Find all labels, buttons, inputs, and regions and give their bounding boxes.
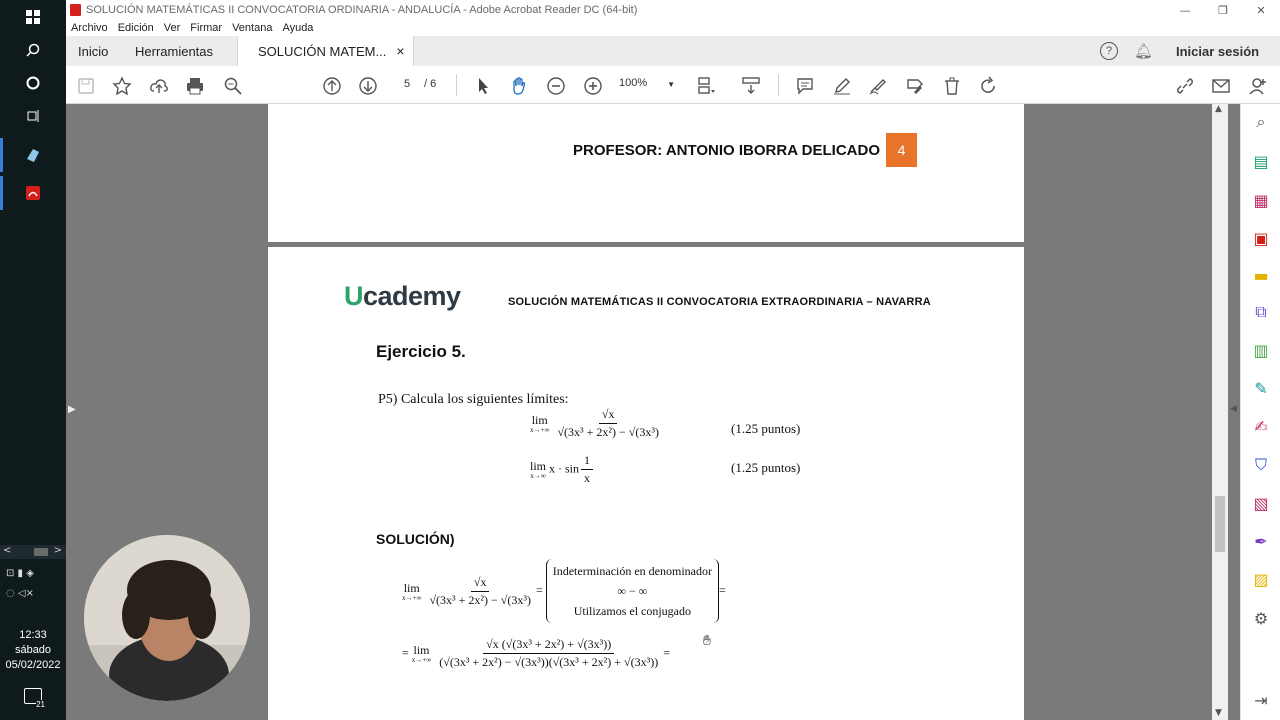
hand-cursor-icon: ✋︎ bbox=[703, 633, 711, 649]
points-label-1: (1.25 puntos) bbox=[731, 421, 801, 436]
menu-edicion[interactable]: Edición bbox=[117, 22, 154, 34]
zoom-level-select[interactable] bbox=[619, 77, 675, 89]
main-toolbar bbox=[66, 66, 1280, 104]
document-header-title: SOLUCIÓN MATEMÁTICAS II CONVOCATORIA EXTRAORDINARIA – NAVARRA bbox=[508, 296, 931, 308]
equals-sign: = bbox=[663, 645, 670, 660]
lim-word: lim bbox=[530, 459, 547, 473]
pdf-page-4 bbox=[268, 104, 1024, 242]
close-window-button[interactable]: ✕ bbox=[1256, 3, 1266, 17]
windows-start-icon[interactable] bbox=[0, 0, 66, 34]
delete-trash-icon[interactable] bbox=[940, 74, 964, 98]
zoom-search-icon[interactable] bbox=[221, 74, 245, 98]
lim-word: lim bbox=[531, 413, 548, 427]
cloud-upload-icon[interactable] bbox=[147, 74, 171, 98]
right-tools-panel bbox=[1240, 104, 1280, 720]
page-number-input[interactable]: 5 bbox=[403, 78, 411, 90]
window-title: SOLUCIÓN MATEMÁTICAS II CONVOCATORIA ORDINARIA - ANDALUCÍA - Adobe Acrobat Reader DC (64-bit) bbox=[86, 4, 638, 16]
send-for-comments-icon[interactable]: ▨ bbox=[1253, 569, 1269, 589]
tray-icons[interactable]: ⊡ ▮ ◈ ◌ ◁× bbox=[6, 568, 34, 599]
previous-page-icon[interactable] bbox=[320, 74, 344, 98]
tab-bar bbox=[66, 36, 1280, 66]
solution-step-2 bbox=[402, 637, 670, 670]
equals-sign: = bbox=[719, 582, 726, 597]
solution-title: SOLUCIÓN) bbox=[376, 531, 455, 547]
collapse-panel-icon[interactable]: ⇥ bbox=[1254, 690, 1268, 710]
acrobat-icon bbox=[70, 4, 81, 16]
notifications-bell-icon[interactable]: 🔔︎ bbox=[1134, 42, 1154, 60]
page-count: / 6 bbox=[424, 78, 437, 90]
sign-icon[interactable] bbox=[866, 74, 890, 98]
close-tab-icon[interactable]: × bbox=[396, 43, 405, 59]
logo-text: cademy bbox=[363, 281, 461, 311]
limit2-expression: x · sin bbox=[549, 461, 580, 476]
edit-pdf-icon[interactable]: ✎ bbox=[1254, 378, 1268, 398]
left-panel-toggle-icon[interactable]: ▶ bbox=[68, 404, 76, 415]
limit-2-formula bbox=[530, 453, 595, 486]
scroll-down-icon[interactable]: ▼ bbox=[1215, 708, 1222, 718]
help-icon[interactable]: ? bbox=[1100, 42, 1118, 60]
indeterminacy-note bbox=[546, 559, 719, 623]
lim-subscript: x→+∞ bbox=[411, 656, 432, 664]
taskbar-clock[interactable] bbox=[0, 628, 66, 673]
vertical-scrollbar[interactable] bbox=[1212, 104, 1228, 720]
clock-date: 05/02/2022 bbox=[5, 659, 61, 671]
save-icon[interactable] bbox=[74, 74, 98, 98]
menu-archivo[interactable]: Archivo bbox=[71, 22, 108, 34]
equals-sign: = bbox=[535, 582, 543, 597]
print-icon[interactable] bbox=[183, 74, 207, 98]
lim-subscript: x→+∞ bbox=[530, 426, 550, 434]
hand-tool-icon[interactable] bbox=[507, 74, 531, 98]
lim-subscript: x→+∞ bbox=[402, 593, 422, 602]
compress-icon[interactable]: ▥ bbox=[1253, 340, 1269, 360]
zoom-level-value: 100% bbox=[619, 77, 648, 89]
points-label-2: (1.25 puntos) bbox=[731, 460, 801, 475]
author-line: PROFESOR: ANTONIO IBORRA DELICADO bbox=[573, 142, 880, 159]
notification-count: 21 bbox=[36, 700, 45, 709]
lim-word: lim bbox=[413, 643, 430, 657]
ucademy-logo bbox=[344, 281, 461, 312]
step1-denominator: √(3x³ + 2x²) − √(3x³) bbox=[429, 592, 531, 607]
scrollbar-thumb[interactable] bbox=[1215, 496, 1225, 552]
brace-line-2: ∞ − ∞ bbox=[617, 584, 648, 598]
tab-document-label: SOLUCIÓN MATEM... bbox=[258, 43, 387, 59]
more-tools-icon[interactable]: ⚙ bbox=[1253, 608, 1269, 628]
windows-taskbar bbox=[0, 0, 66, 720]
page-display-icon[interactable] bbox=[694, 74, 718, 98]
acrobat-reader-icon[interactable] bbox=[0, 176, 66, 210]
limit2-frac-num: 1 bbox=[581, 453, 593, 470]
minimize-button[interactable]: — bbox=[1179, 3, 1191, 17]
limit1-numerator: √x bbox=[599, 407, 618, 424]
fill-and-sign-icon[interactable]: ✍ bbox=[1254, 416, 1268, 436]
chevron-down-icon: ▼ bbox=[667, 80, 675, 89]
request-signature-icon[interactable]: ✒ bbox=[1254, 531, 1268, 551]
step2-numerator: √x (√(3x³ + 2x²) + √(3x³)) bbox=[483, 637, 614, 654]
page-number-badge: 4 bbox=[886, 133, 917, 167]
fill-sign-icon[interactable] bbox=[903, 74, 927, 98]
equals-sign: = bbox=[402, 645, 409, 660]
add-user-icon[interactable] bbox=[1246, 74, 1270, 98]
limit2-frac-den: x bbox=[584, 471, 591, 485]
right-panel-toggle-icon[interactable]: ◀ bbox=[1230, 404, 1237, 414]
tab-inicio[interactable]: Inicio bbox=[78, 43, 109, 59]
exercise-title: Ejercicio 5. bbox=[376, 342, 466, 361]
step1-numerator: √x bbox=[471, 575, 490, 592]
clock-day: sábado bbox=[14, 644, 52, 656]
window-title-bar bbox=[66, 0, 1280, 20]
menu-bar bbox=[66, 20, 1280, 36]
menu-ayuda[interactable]: Ayuda bbox=[282, 22, 314, 34]
maximize-button[interactable]: ❐ bbox=[1218, 3, 1228, 17]
logo-u: U bbox=[344, 281, 363, 311]
protect-shield-icon[interactable]: ⛉ bbox=[1254, 455, 1267, 474]
brace-line-1: Indeterminación en denominador bbox=[552, 564, 712, 578]
redact-icon[interactable]: ▧ bbox=[1253, 493, 1269, 513]
clock-time: 12:33 bbox=[19, 629, 47, 641]
limit1-denominator: √(3x³ + 2x²) − √(3x³) bbox=[557, 425, 659, 439]
bookmark-star-icon[interactable] bbox=[110, 74, 134, 98]
lim-word: lim bbox=[403, 580, 420, 595]
cortana-icon[interactable] bbox=[0, 66, 66, 100]
notification-center-icon[interactable] bbox=[24, 688, 45, 709]
solution-step-1 bbox=[402, 559, 726, 623]
brace-line-3: Utilizamos el conjugado bbox=[573, 604, 692, 618]
app-icon[interactable] bbox=[0, 138, 66, 172]
comment-icon[interactable] bbox=[793, 74, 817, 98]
create-pdf-icon[interactable]: ▣ bbox=[1253, 228, 1269, 248]
rotate-icon[interactable] bbox=[976, 74, 1000, 98]
comment-tool-icon[interactable]: ▬ bbox=[1253, 265, 1269, 285]
scroll-up-icon[interactable]: ▲ bbox=[1215, 104, 1222, 114]
step2-denominator: (√(3x³ + 2x²) − √(3x³))(√(3x³ + 2x²) + √(3x³)) bbox=[439, 655, 659, 669]
pdf-page-5 bbox=[268, 247, 1024, 720]
search-icon[interactable] bbox=[0, 33, 66, 67]
export-pdf-icon[interactable]: ▤ bbox=[1253, 151, 1269, 171]
scroll-mode-icon[interactable] bbox=[739, 74, 763, 98]
zoom-in-icon[interactable] bbox=[581, 74, 605, 98]
highlight-pen-icon[interactable] bbox=[830, 74, 854, 98]
menu-ventana[interactable]: Ventana bbox=[232, 22, 273, 34]
organize-pages-icon[interactable]: ▦ bbox=[1253, 190, 1269, 210]
tab-document[interactable] bbox=[237, 36, 414, 66]
taskbar-scroll[interactable]: < > bbox=[0, 545, 66, 559]
share-link-icon[interactable] bbox=[1173, 74, 1197, 98]
task-view-icon[interactable] bbox=[0, 99, 66, 133]
tab-herramientas[interactable]: Herramientas bbox=[135, 43, 214, 59]
search-zoom-icon[interactable]: ⌕ bbox=[1256, 112, 1266, 131]
select-cursor-icon[interactable] bbox=[471, 74, 495, 98]
sign-in-link[interactable]: Iniciar sesión bbox=[1176, 44, 1260, 59]
limit-1-formula bbox=[530, 407, 664, 440]
exercise-statement: P5) Calcula los siguientes límites: bbox=[378, 392, 569, 407]
menu-ver[interactable]: Ver bbox=[163, 22, 181, 34]
zoom-out-icon[interactable] bbox=[544, 74, 568, 98]
menu-firmar[interactable]: Firmar bbox=[190, 22, 223, 34]
lim-subscript: x→∞ bbox=[530, 472, 546, 480]
combine-files-icon[interactable]: ⧉ bbox=[1255, 302, 1267, 321]
email-icon[interactable] bbox=[1209, 74, 1233, 98]
next-page-icon[interactable] bbox=[356, 74, 380, 98]
webcam-overlay bbox=[84, 535, 250, 701]
